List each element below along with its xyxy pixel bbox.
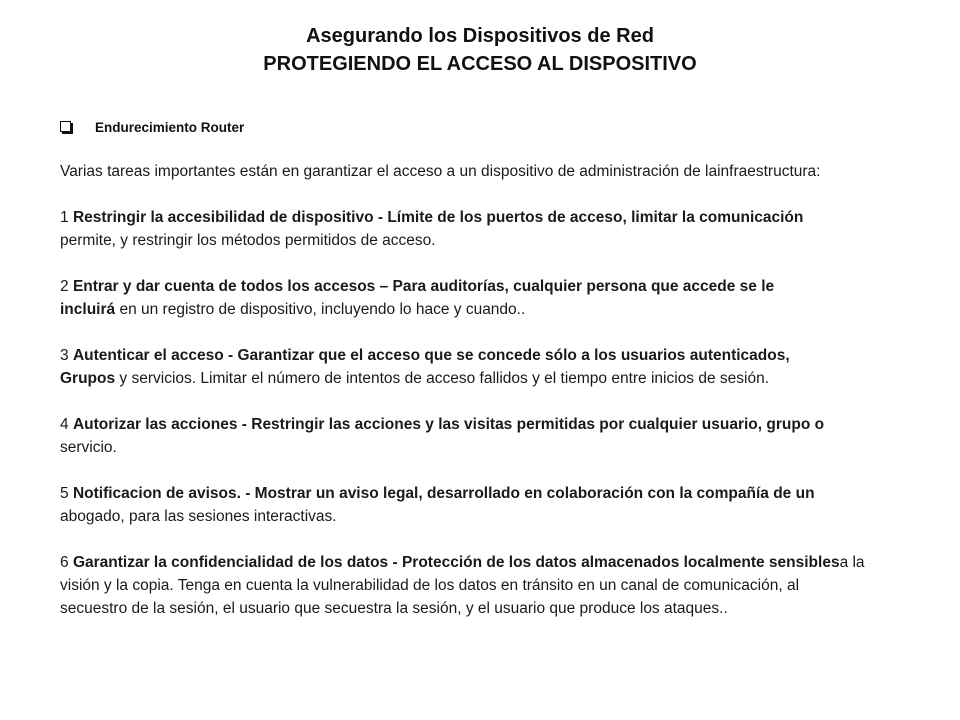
item-continuation: servicio. xyxy=(60,439,117,456)
item-continuation: permite, y restringir los métodos permitidos de acceso. xyxy=(60,232,436,249)
item-heading-tail: a la xyxy=(839,554,865,571)
item-continuation: en un registro de dispositivo, incluyendo lo hace y cuando.. xyxy=(115,301,526,318)
title-line-2: PROTEGIENDO EL ACCESO AL DISPOSITIVO xyxy=(263,53,697,75)
list-item xyxy=(60,206,920,252)
item-heading: Restringir la accesibilidad de dispositivo - Límite de los puertos de acceso, limitar la comunicación xyxy=(72,209,804,226)
item-heading: Autorizar las acciones - Restringir las acciones y las visitas permitidas por cualquier usuario, grupo o xyxy=(72,416,825,433)
item-heading: Notificacion de avisos. - Mostrar un aviso legal, desarrollado en colaboración con la compañía de un xyxy=(72,485,815,502)
item-continuation: visión y la copia. Tenga en cuenta la vulnerabilidad de los datos en tránsito en un canal de comunicación, al xyxy=(60,577,800,594)
item-number: 2 xyxy=(60,278,73,295)
item-continuation-bold: Grupos xyxy=(60,370,116,387)
item-continuation: abogado, para las sesiones interactivas. xyxy=(60,508,337,525)
section-heading-label: Endurecimiento Router xyxy=(95,120,245,135)
item-number: 4 xyxy=(60,416,73,433)
title-line-1: Asegurando los Dispositivos de Red xyxy=(306,25,654,47)
list-item xyxy=(60,413,920,459)
item-continuation-bold: incluirá xyxy=(60,301,116,318)
item-continuation: y servicios. Limitar el número de intentos de acceso fallidos y el tiempo entre inicios de sesión. xyxy=(115,370,770,387)
item-heading: Garantizar la confidencialidad de los datos - Protección de los datos almacenados localmente sensibles xyxy=(72,554,840,571)
item-continuation: secuestro de la sesión, el usuario que secuestra la sesión, y el usuario que produce los ataques.. xyxy=(60,600,728,617)
intro-paragraph xyxy=(60,160,920,183)
item-number: 5 xyxy=(60,485,73,502)
checkbox-bullet-icon xyxy=(60,121,71,132)
item-number: 3 xyxy=(60,347,73,364)
list-item xyxy=(60,344,920,390)
item-number: 6 xyxy=(60,554,73,571)
intro-text: Varias tareas importantes están en garantizar el acceso a un dispositivo de administración de lainfraestructura: xyxy=(60,163,821,180)
section-heading xyxy=(60,120,244,135)
list-item xyxy=(60,275,920,321)
item-number: 1 xyxy=(60,209,73,226)
body-text xyxy=(60,160,920,643)
item-heading: Entrar y dar cuenta de todos los accesos – Para auditorías, cualquier persona que accede se le xyxy=(72,278,775,295)
slide-title xyxy=(0,22,960,78)
list-item xyxy=(60,482,920,528)
item-heading: Autenticar el acceso - Garantizar que el acceso que se concede sólo a los usuarios autenticados, xyxy=(72,347,790,364)
list-item xyxy=(60,551,920,620)
